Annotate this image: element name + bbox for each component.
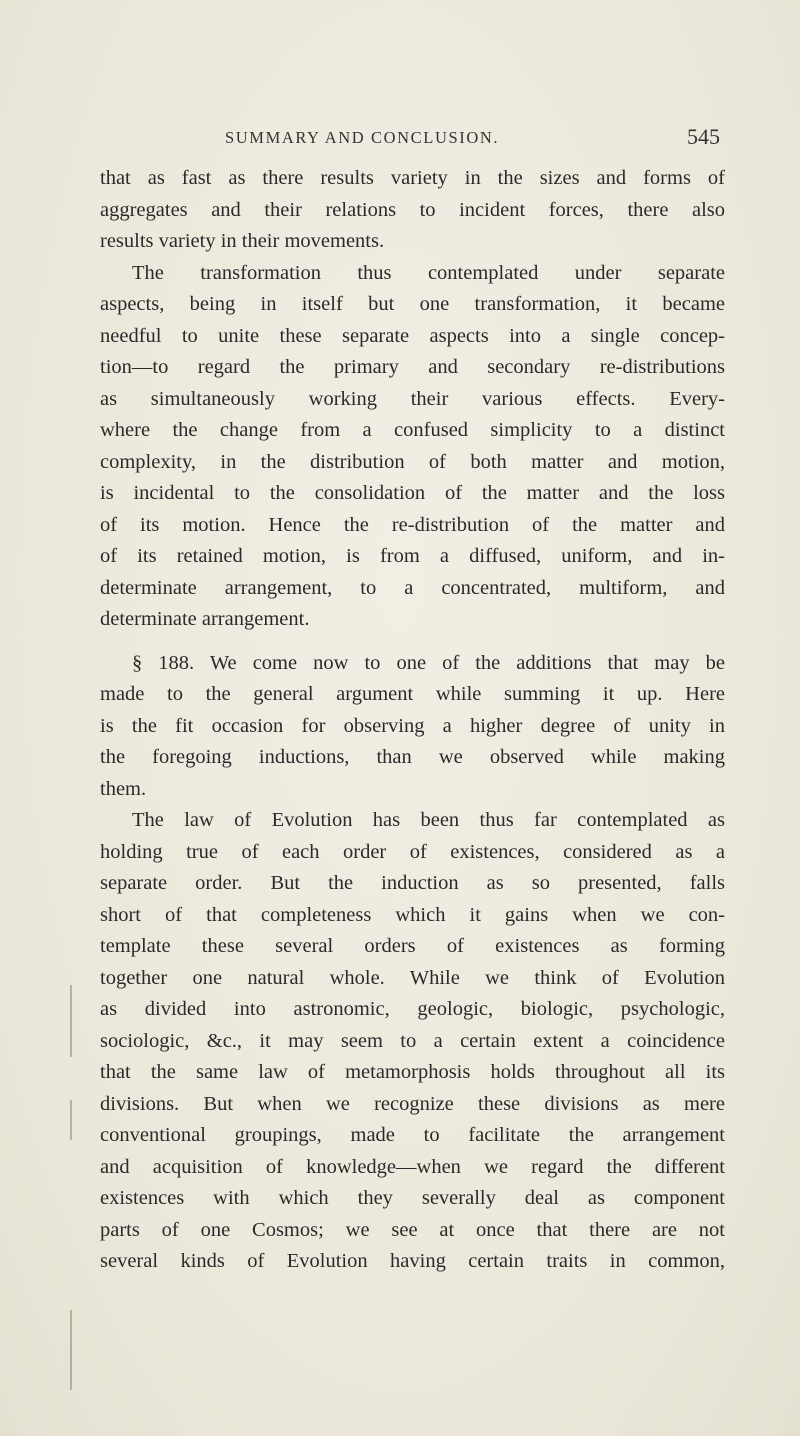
paragraph (100, 163, 725, 258)
margin-mark (70, 985, 72, 1057)
page-number: 545 (687, 124, 720, 149)
paragraph (100, 805, 725, 1278)
body-text (100, 163, 725, 1278)
text-line: that as fast as there results variety in the sizes and forms of (100, 167, 725, 189)
text-line: determinate arrangement. (100, 608, 310, 630)
text-line: needful to unite these separate aspects into a single concep- (100, 324, 725, 347)
text-line: determinate arrangement, to a concentrated, multiform, and (100, 576, 725, 599)
text-line: made to the general argument while summing it up. Here (100, 683, 725, 705)
text-line: that the same law of metamorphosis holds throughout all its (100, 1061, 725, 1083)
text-line: § 188. We come now to one of the additions that may be (132, 651, 725, 674)
text-line: of its motion. Hence the re-distribution of the matter and (100, 513, 725, 536)
page-header (110, 124, 720, 158)
text-line: them. (100, 777, 147, 800)
text-line: The transformation thus contemplated under separate (132, 261, 725, 284)
text-line: The law of Evolution has been thus far contemplated as (132, 809, 725, 831)
text-line: holding true of each order of existences, considered as a (100, 840, 725, 863)
text-line: as divided into astronomic, geologic, biologic, psychologic, (100, 998, 725, 1020)
text-line: tion—to regard the primary and secondary re-distributions (100, 356, 725, 378)
text-line: several kinds of Evolution having certain traits in common, (100, 1250, 725, 1272)
paragraph (100, 258, 725, 636)
text-line: existences with which they severally deal as component (100, 1187, 725, 1209)
text-line: where the change from a confused simplicity to a distinct (100, 419, 725, 441)
text-line: template these several orders of existences as forming (100, 935, 725, 957)
text-line: sociologic, &c., it may seem to a certain extent a coincidence (100, 1029, 725, 1052)
text-line: as simultaneously working their various effects. Every- (100, 387, 725, 410)
running-title: SUMMARY AND CONCLUSION. (225, 128, 500, 147)
margin-mark (70, 1310, 72, 1390)
text-line: the foregoing inductions, than we observed while making (100, 746, 725, 768)
text-line: together one natural whole. While we think of Evolution (100, 966, 725, 989)
paragraph-gap (100, 636, 725, 648)
text-line: results variety in their movements. (100, 230, 385, 252)
margin-mark (70, 1100, 72, 1140)
text-line: aspects, being in itself but one transformation, it became (100, 293, 725, 315)
text-line: short of that completeness which it gains when we con- (100, 903, 725, 926)
text-line: is the fit occasion for observing a higher degree of unity in (100, 714, 725, 737)
text-line: of its retained motion, is from a diffused, uniform, and in- (100, 545, 725, 567)
text-line: divisions. But when we recognize these divisions as mere (100, 1092, 725, 1115)
text-line: parts of one Cosmos; we see at once that there are not (100, 1218, 725, 1241)
text-line: is incidental to the consolidation of the matter and the loss (100, 482, 725, 504)
text-line: separate order. But the induction as so presented, falls (100, 872, 725, 894)
text-line: aggregates and their relations to incident forces, there also (100, 198, 725, 221)
text-line: and acquisition of knowledge—when we regard the different (100, 1155, 725, 1178)
text-line: complexity, in the distribution of both matter and motion, (100, 450, 725, 473)
paragraph (100, 648, 725, 806)
text-line: conventional groupings, made to facilitate the arrangement (100, 1124, 725, 1146)
